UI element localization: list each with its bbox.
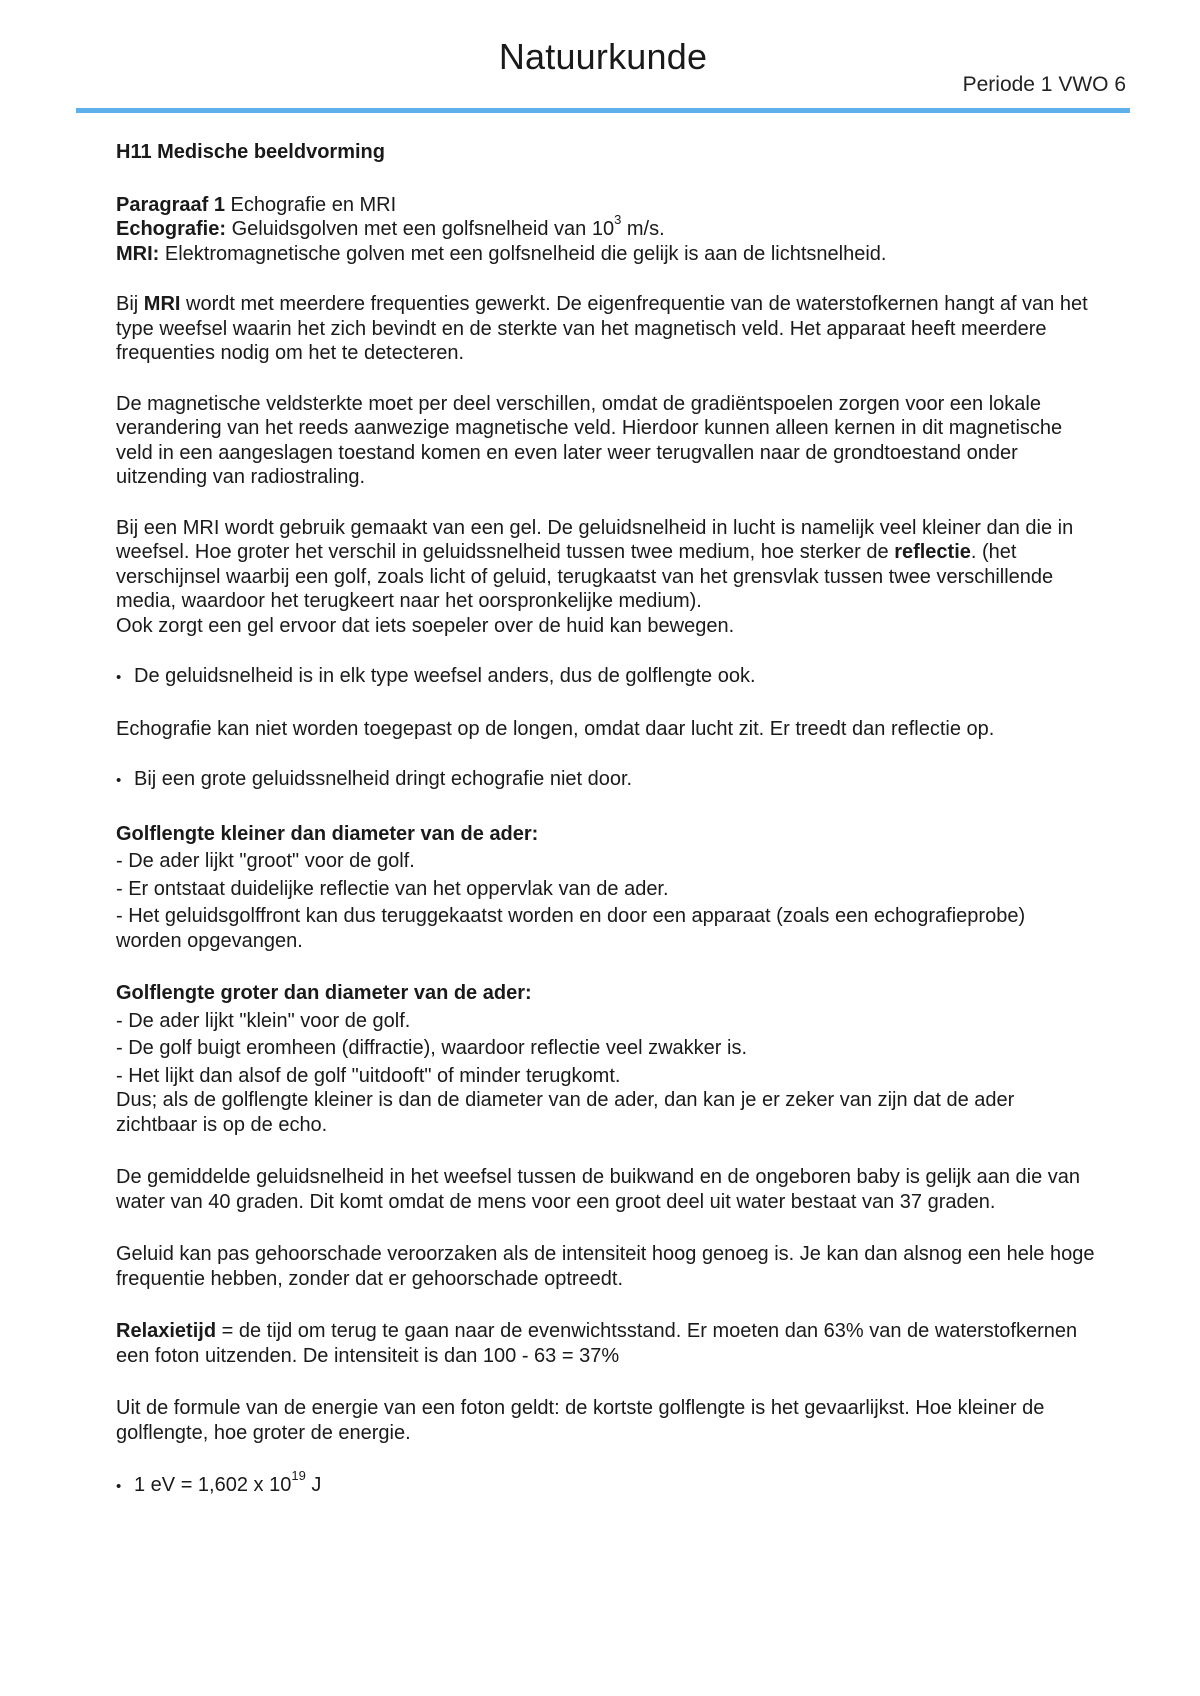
list-item: - De golf buigt eromheen (diffractie), waardoor reflectie veel zwakker is.	[116, 1037, 748, 1059]
paragraph-mri-frequencies	[116, 292, 1096, 366]
paragraph-gel	[116, 516, 1096, 614]
relax-label: Relaxietijd	[116, 1320, 217, 1342]
chapter-title: H11 Medische beeldvorming	[116, 141, 385, 163]
ev-exponent: 19	[291, 1468, 306, 1484]
header-divider	[76, 108, 1130, 113]
bullet-text: De geluidsnelheid is in elk type weefsel anders, dus de golflengte ook.	[134, 665, 756, 687]
paragraph-photon-energy: Uit de formule van de energie van een foton geldt: de kortste golflengte is het gevaarlijkst. Hoe kleiner de golflengte, hoe groter de energie.	[116, 1397, 1045, 1444]
paragraph-water-temperature: De gemiddelde geluidsnelheid in het weefsel tussen de buikwand en de ongeboren baby is gelijk aan die van water van 40 graden. Dit komt omdat de mens voor een groot deel uit water bestaat van 37 graden.	[116, 1166, 1081, 1213]
bullet-icon: •	[116, 772, 122, 789]
p1-pre: Bij	[116, 293, 144, 315]
list-item: - De ader lijkt "klein" voor de golf.	[116, 1009, 411, 1032]
paragraph-lungs: Echografie kan niet worden toegepast op de longen, omdat daar lucht zit. Er treedt dan reflectie op.	[116, 717, 995, 740]
list-item: - De ader lijkt "groot" voor de golf.	[116, 850, 415, 872]
document-body	[116, 140, 1096, 1500]
mri-text: Elektromagnetische golven met een golfsnelheid die gelijk is aan de lichtsnelheid.	[159, 242, 887, 265]
ev-unit: J	[305, 1474, 322, 1496]
bullet-icon: •	[116, 1478, 122, 1495]
p3-post: . (het verschijnsel waarbij een golf, zoals licht of geluid, terugkaatst van het grensvlak tussen twee verschillende media, waardoor het terugkeert naar het oorspronkelijke medium).	[116, 541, 1054, 612]
paragraph-gel-line2: Ook zorgt een gel ervoor dat iets soepeler over de huid kan bewegen.	[116, 614, 735, 637]
document-title: Natuurkunde	[498, 36, 708, 77]
list-item: - Het lijkt dan alsof de golf "uitdooft" of minder terugkomt.	[116, 1064, 621, 1087]
bullet-item	[116, 664, 1096, 691]
relax-text: = de tijd om terug te gaan naar de evenwichtsstand. Er moeten dan 63% van de waterstofkernen een foton uitzenden. De intensiteit is dan 100 - 63 = 37%	[116, 1320, 1078, 1367]
echo-unit: m/s.	[621, 218, 665, 240]
definition-mri	[116, 242, 1096, 267]
section-heading	[116, 193, 1096, 218]
echo-label: Echografie:	[116, 218, 227, 240]
list-item: - Er ontstaat duidelijke reflectie van het oppervlak van de ader.	[116, 877, 669, 900]
echo-exponent: 3	[614, 212, 622, 228]
p1-post: wordt met meerdere frequenties gewerkt. De eigenfrequentie van de waterstofkernen hangt af van het type weefsel waarin het zich bevindt en de sterkte van het magnetisch veld. Het apparaat heeft meerdere frequenties nodig om het te detecteren.	[116, 293, 1088, 364]
mri-label: MRI:	[116, 242, 160, 265]
definition-echografie	[116, 212, 1096, 242]
section-title: Echografie en MRI	[224, 193, 397, 216]
paragraph-relaxation	[116, 1319, 1096, 1368]
heading-larger-wavelength: Golflengte groter dan diameter van de ader:	[116, 982, 532, 1004]
p3-pre: Bij een MRI wordt gebruik gemaakt van een gel. De geluidsnelheid in lucht is namelijk veel kleiner dan die in weefsel. Hoe groter het verschil in geluidssnelheid tussen twee medium, hoe sterker de	[116, 516, 1074, 563]
paragraph-gradient-coils: De magnetische veldsterkte moet per deel verschillen, omdat de gradiëntspoelen zorgen voor een lokale verandering van het reeds aanwezige magnetische veld. Hierdoor kunnen alleen kernen in dit magnetische veld in een aangeslagen toestand komen en even later weer terugvallen naar de grondtoestand onder uitzending van radiostraling.	[116, 392, 1063, 488]
paragraph-hearing-damage: Geluid kan pas gehoorschade veroorzaken als de intensiteit hoog genoeg is. Je kan dan alsnog een hele hoge frequentie hebben, zonder dat er gehoorschade optreedt.	[116, 1243, 1095, 1290]
document-subtitle: Periode 1 VWO 6	[962, 73, 1126, 96]
heading-smaller-wavelength: Golflengte kleiner dan diameter van de ader:	[116, 822, 539, 845]
paragraph-conclusion: Dus; als de golflengte kleiner is dan de diameter van de ader, dan kan je er zeker van zijn dat de ader zichtbaar is op de echo.	[116, 1089, 1015, 1136]
bullet-text: Bij een grote geluidssnelheid dringt echografie niet door.	[134, 768, 633, 790]
bullet-item	[116, 1468, 1096, 1500]
echo-text: Geluidsgolven met een golfsnelheid van 10	[226, 218, 615, 240]
list-item: - Het geluidsgolffront kan dus teruggekaatst worden en door een apparaat (zoals een echografieprobe) worden opgevangen.	[116, 905, 1026, 952]
p3-bold: reflectie	[894, 541, 971, 563]
bullet-icon: •	[116, 669, 122, 686]
page-header	[76, 0, 1130, 116]
bullet-item	[116, 767, 1096, 794]
bullet-text: 1 eV = 1,602 x 10	[134, 1474, 292, 1496]
p1-bold: MRI	[143, 293, 181, 315]
section-label: Paragraaf 1	[116, 193, 225, 216]
